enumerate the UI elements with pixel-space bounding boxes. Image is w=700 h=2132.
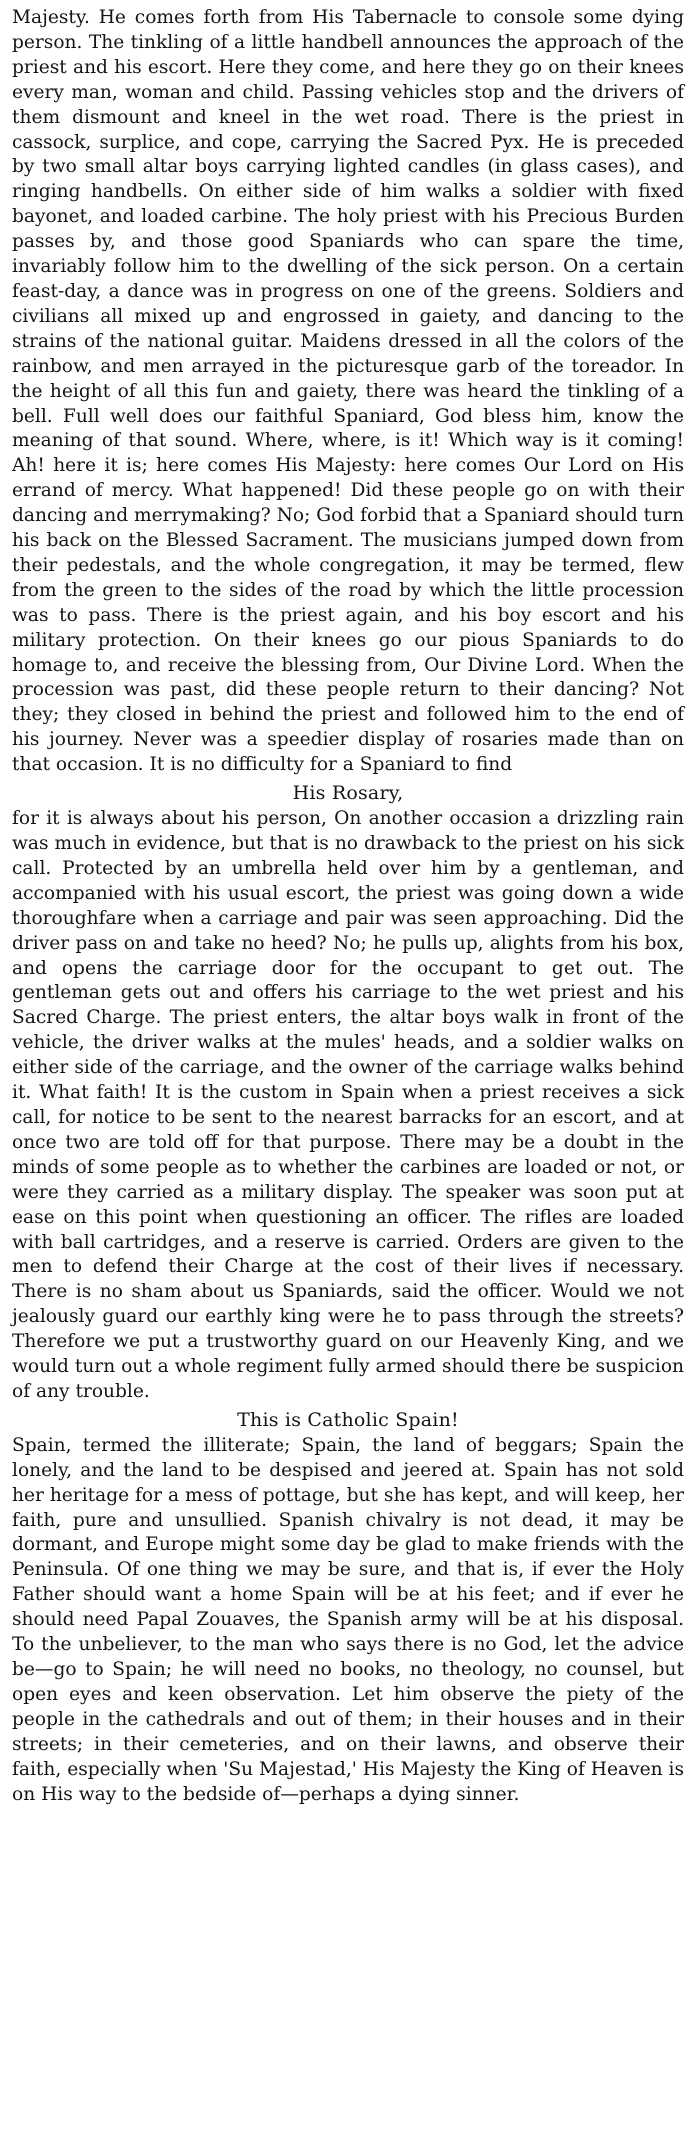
article-paragraph-3: Spain, termed the illiterate; Spain, the land of beggars; Spain the lonely, and the land to be despised and jeered at. Spain has not sold her heritage for a mess of pottage, but she has kept, and will keep, her faith, pure and unsullied. Spanish chivalry is not dead, it may be dormant, and Europe might some day be glad to make friends with the Peninsula. Of one thing we may be sure, and that is, if ever the Holy Father should want a home Spain will be at his feet; and if ever he should need Papal Zouaves, the Spanish army will be at his disposal. To the unbeliever, to the man who says there is no God, let the advice be—go to Spain; he will need no books, no theology, no counsel, but open eyes and keen observation. Let him observe the piety of the people in the cathedrals and out of them; in their houses and in their streets; in their cemeteries, and on their lawns, and observe their faith, especially when 'Su Majestad,' His Majesty the King of Heaven is on His way to the bedside of—perhaps a dying sinner. xyxy=(12,1434,684,1805)
section-heading-catholic-spain: This is Catholic Spain! xyxy=(237,1408,459,1431)
section-heading-his-rosary: His Rosary, xyxy=(292,782,404,805)
article-paragraph-2: for it is always about his person, On another occasion a drizzling rain was much in evidence, but that is no drawback to the priest on his sick call. Protected by an umbrella held over him by a gentleman, and accompanied with his usual escort, the priest was going down a wide thoroughfare when a carriage and pair was seen approaching. Did the driver pass on and take no heed? No; he pulls up, alights from his box, and opens the carriage door for the occupant to get out. The gentleman gets out and offers his carriage to the wet priest and his Sacred Charge. The priest enters, the altar boys walk in front of the vehicle, the driver walks at the mules' heads, and a soldier walks on either side of the carriage, and the owner of the carriage walks behind it. What faith! It is the custom in Spain when a priest receives a sick call, for notice to be sent to the nearest barracks for an escort, and at once two are told off for that purpose. There may be a doubt in the minds of some people as to whether the carbines are loaded or not, or were they carried as a military display. The speaker was soon put at ease on this point when questioning an officer. The rifles are loaded with ball cartridges, and a reserve is carried. Orders are given to the men to defend their Charge at the cost of their lives if necessary. There is no sham about us Spaniards, said the officer. Would we not jealously guard our earthly king were he to pass through the streets? Therefore we put a trustworthy guard on our Heavenly King, and we would turn out a whole regiment fully armed should there be suspicion of any trouble. xyxy=(12,808,684,1402)
article-paragraph-1: Majesty. He comes forth from His Tabernacle to console some dying person. The tinkling of a little handbell announces the approach of the priest and his escort. Here they come, and here they go on their knees every man, woman and child. Passing vehicles stop and the drivers of them dismount and kneel in the wet road. There is the priest in cassock, surplice, and cope, carrying the Sacred Pyx. He is preceded by two small altar boys carrying lighted candles (in glass cases), and ringing handbells. On either side of him walks a soldier with fixed bayonet, and loaded carbine. The holy priest with his Precious Burden passes by, and those good Spaniards who can spare the time, invariably follow him to the dwelling of the sick person. On a certain feast-day, a dance was in progress on one of the greens. Soldiers and civilians all mixed up and engrossed in gaiety, and dancing to the strains of the national guitar. Maidens dressed in all the colors of the rainbow, and men arrayed in the picturesque garb of the toreador. In the height of all this fun and gaiety, there was heard the tinkling of a bell. Full well does our faithful Spaniard, God bless him, know the meaning of that sound. Where, where, is it! Which way is it coming! Ah! here it is; here comes His Majesty: here comes Our Lord on His errand of mercy. What happened! Did these people go on with their dancing and merrymaking? No; God forbid that a Spaniard should turn his back on the Blessed Sacrament. The musicians jumped down from their pedestals, and the whole congregation, it may be termed, flew from the green to the sides of the road by which the little procession was to pass. There is the priest again, and his boy escort and his military protection. On their knees go our pious Spaniards to do homage to, and receive the blessing from, Our Divine Lord. When the procession was past, did these people return to their dancing? Not they; they closed in behind the priest and followed him to the end of his journey. Never was a speedier display of rosaries made than on that occasion. It is no difficulty for a Spaniard to find xyxy=(12,7,684,776)
